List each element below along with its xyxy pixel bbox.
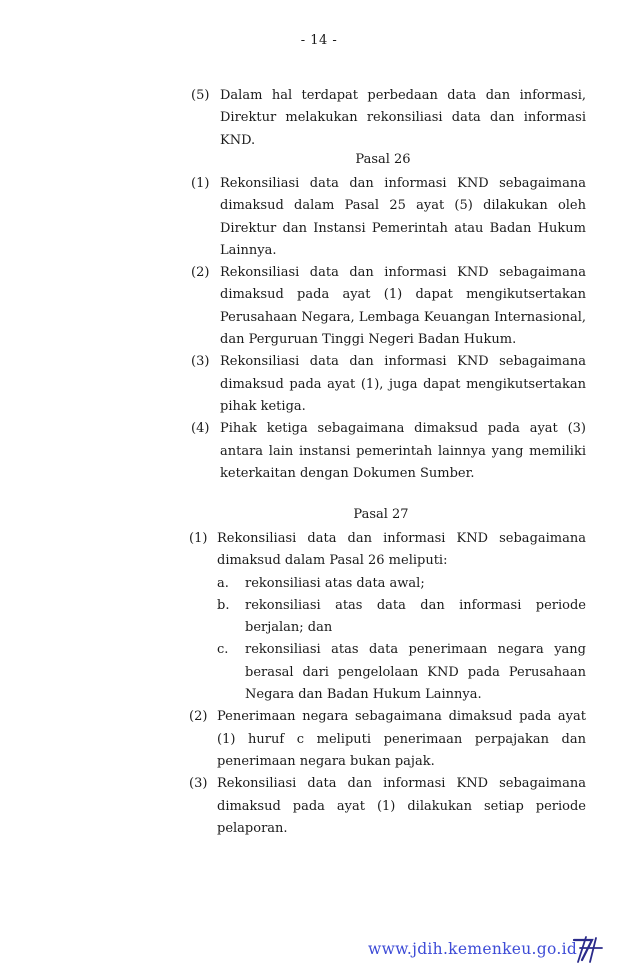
sub-item-text: rekonsiliasi atas data dan informasi periode berjalan; dan: [245, 597, 586, 636]
clause-number: (3): [189, 776, 208, 792]
clause-item: [191, 262, 586, 351]
sub-item-letter: b.: [217, 597, 230, 613]
sub-item-text: rekonsiliasi atas data penerimaan negara yang berasal dari pengelolaan KND pada Perusahaan Negara dan Badan Hukum Lainnya.: [245, 642, 586, 703]
clause-text: Rekonsiliasi data dan informasi KND sebagaimana dimaksud pada ayat (1) dapat mengikutsertakan Perusahaan Negara, Lembaga Keuangan Internasional, dan Perguruan Tinggi Negeri Badan Hukum.: [220, 265, 586, 348]
clause-text: Rekonsiliasi data dan informasi KND sebagaimana dimaksud pada ayat (1), juga dapat mengikutsertakan pihak ketiga.: [220, 354, 586, 414]
clause-text: Pihak ketiga sebagaimana dimaksud pada ayat (3) antara lain instansi pemerintah lainnya yang memiliki keterkaitan dengan Dokumen Sumber.: [220, 421, 586, 481]
intro-clause: [191, 85, 586, 152]
clause-item: [189, 528, 586, 573]
clause-number: (2): [191, 265, 210, 281]
jdih-website-link[interactable]: www.jdih.kemenkeu.go.id: [368, 940, 578, 958]
clause-item: [191, 351, 586, 418]
sub-item-letter: a.: [217, 575, 229, 591]
clause-text: Penerimaan negara sebagaimana dimaksud pada ayat (1) huruf c meliputi penerimaan perpajakan dan penerimaan negara bukan pajak.: [217, 709, 586, 769]
clause-item: [189, 706, 586, 773]
pasal-27-clauses: [189, 528, 586, 840]
clause-text: Rekonsiliasi data dan informasi KND sebagaimana dimaksud dalam Pasal 26 meliputi:: [217, 531, 586, 569]
sub-item: [189, 639, 586, 706]
clause-number: (5): [191, 88, 210, 103]
clause-number: (1): [189, 531, 208, 546]
sub-item-letter: c.: [217, 642, 229, 658]
clause-number: (1): [191, 176, 210, 191]
pasal-26-clauses: [191, 173, 586, 485]
clause-number: (2): [189, 709, 208, 725]
clause-text: Dalam hal terdapat perbedaan data dan informasi, Direktur melakukan rekonsiliasi data dan informasi KND.: [220, 88, 586, 148]
clause-number: (3): [191, 354, 210, 370]
clause-number: (4): [191, 421, 210, 437]
pasal-26-title: Pasal 26: [355, 152, 411, 167]
clause-item: [189, 773, 586, 840]
pasal-27-title: Pasal 27: [353, 507, 409, 522]
page-number: - 14 -: [300, 33, 338, 48]
sub-item-text: rekonsiliasi atas data awal;: [245, 575, 425, 591]
clause-text: Rekonsiliasi data dan informasi KND sebagaimana dimaksud pada ayat (1) dilakukan setiap periode pelaporan.: [217, 776, 586, 836]
signature-mark-icon: [572, 934, 604, 964]
clause-item: [191, 173, 586, 262]
clause-item: [191, 418, 586, 485]
clause-text: Rekonsiliasi data dan informasi KND sebagaimana dimaksud dalam Pasal 25 ayat (5) dilakukan oleh Direktur dan Instansi Pemerintah atau Badan Hukum Lainnya.: [220, 176, 586, 258]
sub-item: [189, 573, 586, 595]
sub-item: [189, 595, 586, 640]
